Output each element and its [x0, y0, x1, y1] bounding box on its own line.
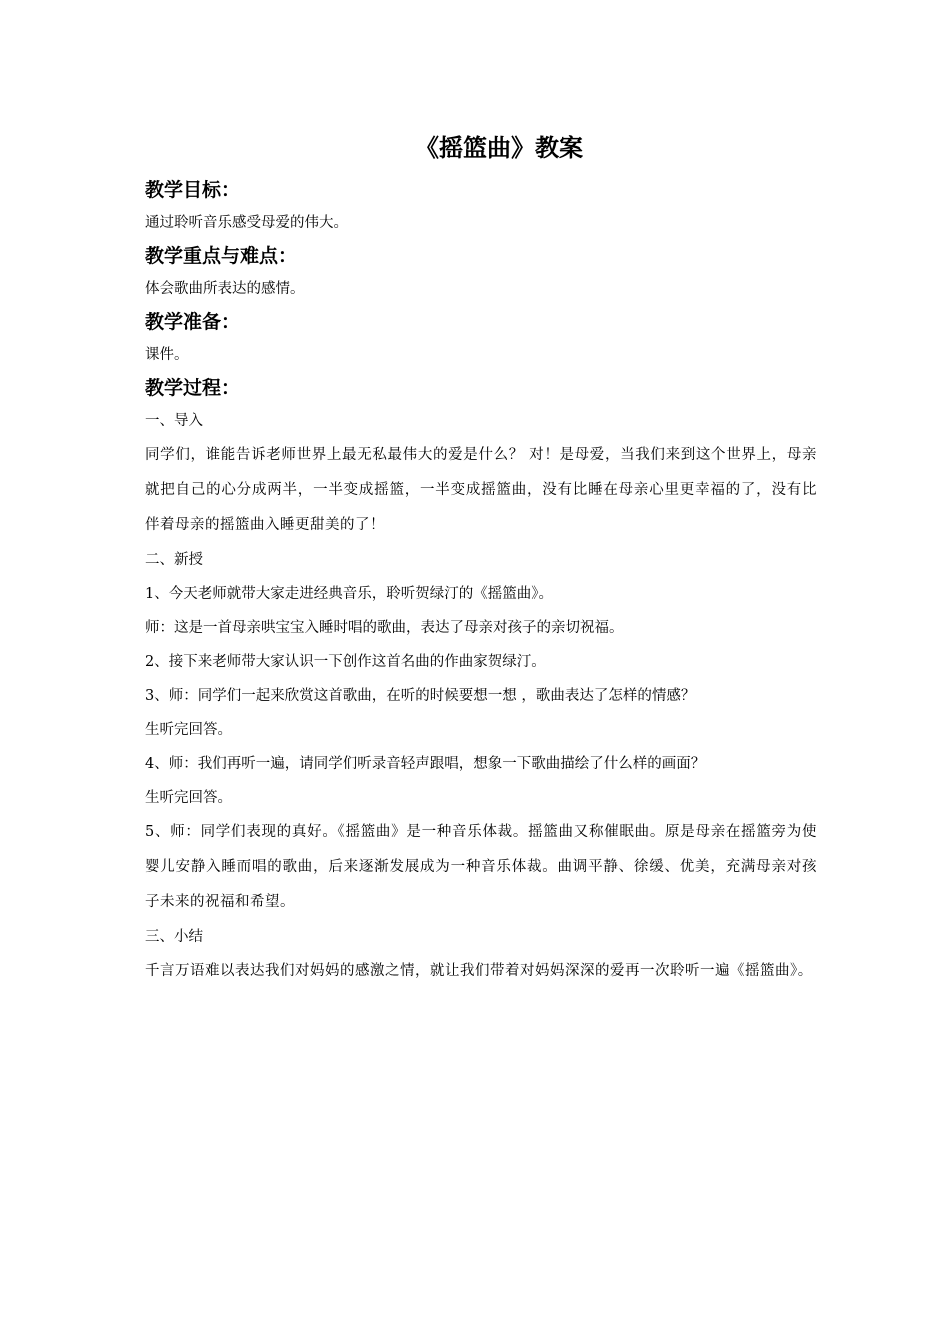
step-4-answer: 生听完回答。: [145, 790, 232, 806]
step-1-note: 师：这是一首母亲哄宝宝入睡时唱的歌曲，表达了母亲对孩子的亲切祝福。: [145, 620, 624, 636]
step-1: 1、今天老师就带大家走进经典音乐，聆听贺绿汀的《摇篮曲》。: [145, 586, 553, 602]
step-2: 2、接下来老师带大家认识一下创作这首名曲的作曲家贺绿汀。: [145, 654, 546, 670]
part-label-new: 二、新授: [145, 552, 203, 568]
step-3-answer: 生听完回答。: [145, 722, 232, 738]
section-heading-goals: 教学目标：: [145, 179, 241, 201]
section-text-goals: 通过聆听音乐感受母爱的伟大。: [145, 215, 348, 231]
section-text-prep: 课件。: [145, 347, 189, 363]
part-label-summary: 三、小结: [145, 929, 203, 945]
part-label-intro: 一、导入: [145, 413, 203, 429]
part-text-intro: 同学们，谁能告诉老师世界上最无私最伟大的爱是什么？ 对！是母爱，当我们来到这个世界上，母亲就把自己的心分成两半，一半变成摇篮，一半变成摇篮曲，没有比睡在母亲心里更幸福的了，没有比伴着母亲的摇篮曲入睡更甜美的了！: [145, 447, 817, 533]
step-3: 3、师：同学们一起来欣赏这首歌曲，在听的时候要想一想 ，歌曲表达了怎样的情感？: [145, 688, 696, 704]
step-5: 5、师：同学们表现的真好。《摇篮曲》是一种音乐体裁。摇篮曲又称催眠曲。原是母亲在摇篮旁为使婴儿安静入睡而唱的歌曲，后来逐渐发展成为一种音乐体裁。曲调平静、徐缓、优美，充满母亲对孩子未来的祝福和希望。: [145, 824, 817, 910]
section-heading-focus: 教学重点与难点：: [145, 245, 298, 267]
section-heading-process: 教学过程：: [145, 377, 241, 399]
document-page: [145, 128, 817, 989]
part-text-summary: 千言万语难以表达我们对妈妈的感激之情，就让我们带着对妈妈深深的爱再一次聆听一遍《摇篮曲》。: [145, 963, 813, 979]
section-heading-prep: 教学准备：: [145, 311, 241, 333]
step-4: 4、师：我们再听一遍，请同学们听录音轻声跟唱，想象一下歌曲描绘了什么样的画面？: [145, 756, 706, 772]
section-text-focus: 体会歌曲所表达的感情。: [145, 281, 305, 297]
document-title: 《摇篮曲》教案: [415, 134, 583, 162]
